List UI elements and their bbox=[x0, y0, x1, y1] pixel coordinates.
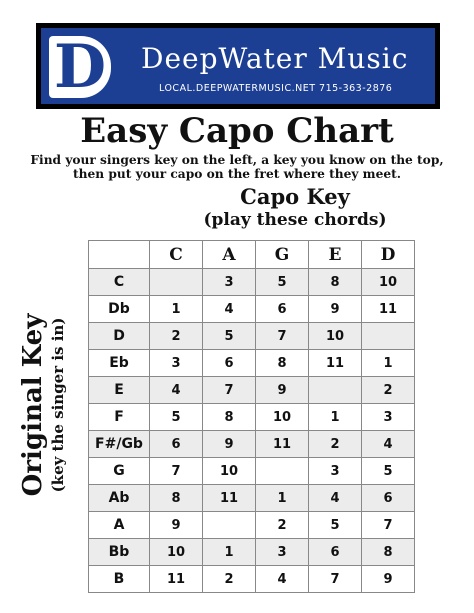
fret-cell: 3 bbox=[362, 404, 415, 431]
fret-cell: 4 bbox=[256, 566, 309, 593]
table-row bbox=[89, 296, 415, 323]
capo-key-column-header: G bbox=[256, 241, 309, 269]
fret-cell: 7 bbox=[256, 323, 309, 350]
table-row bbox=[89, 269, 415, 296]
instructions-line-1: Find your singers key on the left, a key you know on the top, bbox=[30, 153, 444, 167]
fret-cell: 11 bbox=[256, 431, 309, 458]
fret-cell: 8 bbox=[150, 485, 203, 512]
original-key-row-header: Eb bbox=[89, 350, 150, 377]
fret-cell bbox=[256, 458, 309, 485]
fret-cell: 9 bbox=[203, 431, 256, 458]
original-key-heading: Original Key bbox=[18, 313, 48, 497]
fret-cell: 7 bbox=[203, 377, 256, 404]
fret-cell bbox=[362, 323, 415, 350]
fret-cell: 11 bbox=[309, 350, 362, 377]
fret-cell: 2 bbox=[362, 377, 415, 404]
fret-cell: 3 bbox=[203, 269, 256, 296]
original-key-row-header: Ab bbox=[89, 485, 150, 512]
original-key-row-header: F bbox=[89, 404, 150, 431]
fret-cell: 6 bbox=[309, 539, 362, 566]
original-key-subheading: (key the singer is in) bbox=[49, 317, 67, 493]
fret-cell: 10 bbox=[203, 458, 256, 485]
fret-cell: 1 bbox=[309, 404, 362, 431]
brand-banner bbox=[36, 23, 440, 109]
fret-cell: 6 bbox=[256, 296, 309, 323]
original-key-row-header: Bb bbox=[89, 539, 150, 566]
fret-cell: 6 bbox=[150, 431, 203, 458]
fret-cell: 8 bbox=[256, 350, 309, 377]
original-key-row-header: G bbox=[89, 458, 150, 485]
original-key-row-header: E bbox=[89, 377, 150, 404]
fret-cell: 11 bbox=[203, 485, 256, 512]
fret-cell: 1 bbox=[362, 350, 415, 377]
fret-cell: 6 bbox=[203, 350, 256, 377]
fret-cell: 10 bbox=[150, 539, 203, 566]
fret-cell: 7 bbox=[309, 566, 362, 593]
original-key-row-header: C bbox=[89, 269, 150, 296]
fret-cell: 10 bbox=[362, 269, 415, 296]
table-row bbox=[89, 404, 415, 431]
fret-cell bbox=[203, 512, 256, 539]
table-header-row bbox=[89, 241, 415, 269]
fret-cell: 7 bbox=[362, 512, 415, 539]
capo-key-column-header: E bbox=[309, 241, 362, 269]
fret-cell: 9 bbox=[256, 377, 309, 404]
table-row bbox=[89, 431, 415, 458]
fret-cell: 8 bbox=[362, 539, 415, 566]
fret-cell bbox=[150, 269, 203, 296]
instructions bbox=[0, 153, 474, 181]
fret-cell: 5 bbox=[203, 323, 256, 350]
table-row bbox=[89, 566, 415, 593]
fret-cell: 10 bbox=[256, 404, 309, 431]
fret-cell: 2 bbox=[150, 323, 203, 350]
original-key-label bbox=[18, 240, 78, 570]
table-row bbox=[89, 350, 415, 377]
fret-cell: 4 bbox=[309, 485, 362, 512]
fret-cell: 2 bbox=[203, 566, 256, 593]
fret-cell: 5 bbox=[150, 404, 203, 431]
capo-chart-table bbox=[88, 240, 415, 593]
table-row bbox=[89, 377, 415, 404]
original-key-row-header: F#/Gb bbox=[89, 431, 150, 458]
table-row bbox=[89, 485, 415, 512]
capo-key-column-header: D bbox=[362, 241, 415, 269]
fret-cell: 8 bbox=[203, 404, 256, 431]
banner-background bbox=[41, 28, 435, 104]
table-row bbox=[89, 323, 415, 350]
fret-cell: 4 bbox=[362, 431, 415, 458]
deepwater-logo bbox=[49, 32, 111, 102]
fret-cell: 5 bbox=[309, 512, 362, 539]
fret-cell: 1 bbox=[256, 485, 309, 512]
fret-cell: 6 bbox=[362, 485, 415, 512]
fret-cell: 10 bbox=[309, 323, 362, 350]
capo-key-subheading: (play these chords) bbox=[203, 210, 387, 230]
instructions-line-2: then put your capo on the fret where they meet. bbox=[73, 167, 401, 181]
fret-cell: 7 bbox=[150, 458, 203, 485]
fret-cell: 11 bbox=[362, 296, 415, 323]
original-key-row-header: B bbox=[89, 566, 150, 593]
table-row bbox=[89, 539, 415, 566]
fret-cell: 2 bbox=[256, 512, 309, 539]
fret-cell: 2 bbox=[309, 431, 362, 458]
fret-cell: 4 bbox=[203, 296, 256, 323]
fret-cell: 3 bbox=[150, 350, 203, 377]
capo-key-column-header: C bbox=[150, 241, 203, 269]
fret-cell: 5 bbox=[256, 269, 309, 296]
table-corner-cell bbox=[89, 241, 150, 269]
fret-cell: 3 bbox=[309, 458, 362, 485]
fret-cell: 9 bbox=[150, 512, 203, 539]
capo-key-column-header: A bbox=[203, 241, 256, 269]
brand-name: DeepWater Music bbox=[141, 42, 409, 75]
fret-cell: 11 bbox=[150, 566, 203, 593]
original-key-row-header: A bbox=[89, 512, 150, 539]
fret-cell: 5 bbox=[362, 458, 415, 485]
fret-cell: 9 bbox=[309, 296, 362, 323]
logo-letter: D bbox=[53, 32, 107, 102]
fret-cell: 9 bbox=[362, 566, 415, 593]
fret-cell: 8 bbox=[309, 269, 362, 296]
fret-cell bbox=[309, 377, 362, 404]
fret-cell: 1 bbox=[203, 539, 256, 566]
original-key-row-header: D bbox=[89, 323, 150, 350]
fret-cell: 3 bbox=[256, 539, 309, 566]
original-key-row-header: Db bbox=[89, 296, 150, 323]
page-title: Easy Capo Chart bbox=[80, 111, 394, 151]
table-row bbox=[89, 458, 415, 485]
brand-contact: LOCAL.DEEPWATERMUSIC.NET 715-363-2876 bbox=[159, 83, 393, 94]
capo-key-heading: Capo Key bbox=[240, 184, 350, 209]
fret-cell: 1 bbox=[150, 296, 203, 323]
fret-cell: 4 bbox=[150, 377, 203, 404]
table-row bbox=[89, 512, 415, 539]
